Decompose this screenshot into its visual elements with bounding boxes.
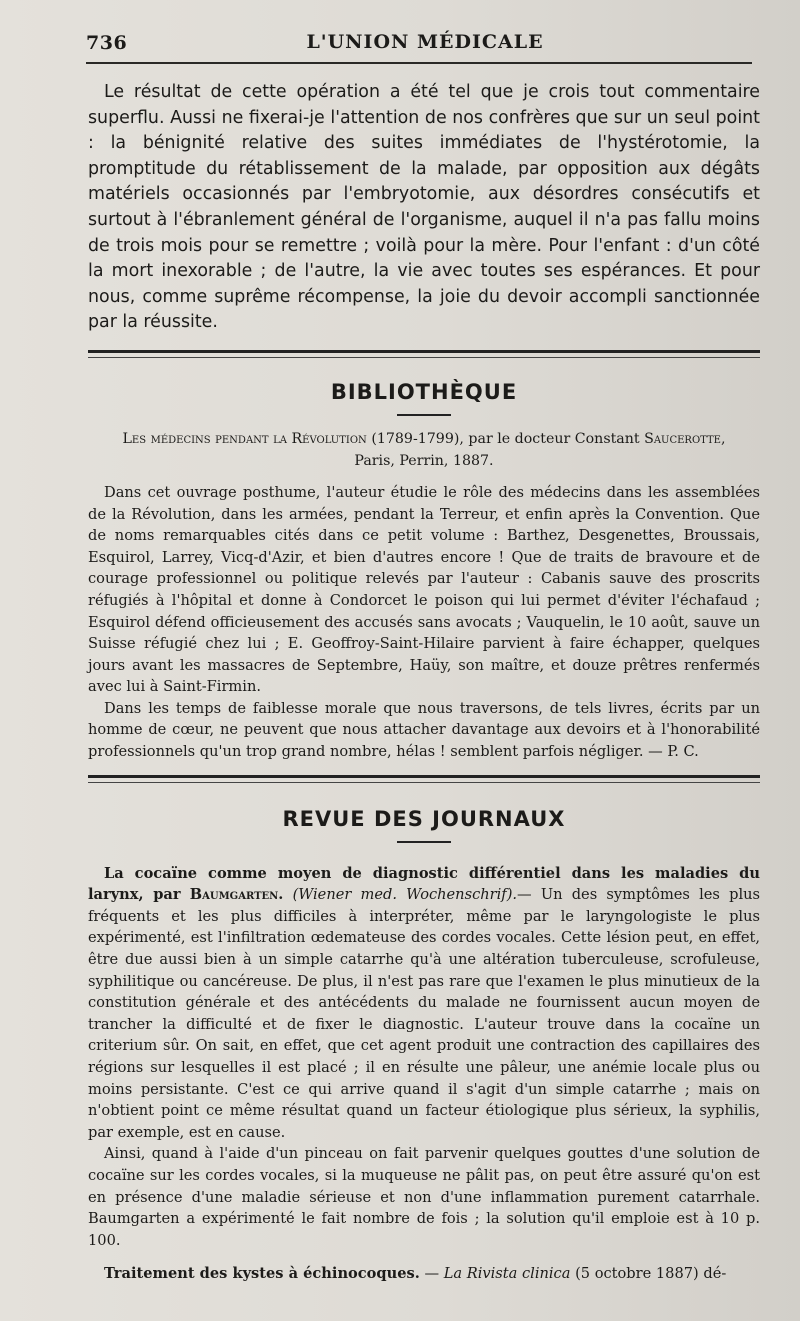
book-reference: Les médecins pendant la Révolution (1789-1799), par le docteur Constant Saucerotte, Paris, Perrin, 1887. — [122, 430, 726, 469]
book-details: (1789-1799), par le docteur Constant — [371, 430, 640, 447]
article2-title: Traitement des kystes à échinocoques. — [104, 1265, 420, 1283]
book-publication: Paris, Perrin, 1887. — [354, 452, 494, 469]
article-author: Baumgarten. — [189, 886, 284, 904]
page-number: 736 — [86, 32, 128, 54]
section-divider — [88, 350, 760, 358]
article-title: La cocaïne comme moyen de diagnostic différentiel dans les maladies du larynx, par — [88, 864, 760, 904]
article-paragraph — [88, 1263, 760, 1285]
article2-date: (5 octobre 1887) dé- — [570, 1265, 727, 1283]
header-rule — [86, 62, 752, 64]
book-author: Saucerotte — [644, 430, 721, 447]
article-paragraph — [88, 863, 760, 1144]
article-paragraph: Ainsi, quand à l'aide d'un pinceau on fait parvenir quelques gouttes d'une solution de cocaïne sur les cordes vocales, si la muqueuse ne pâlit pas, on peut être assuré qu'on est en présence d'une maladie sérieuse et non d'une inflammation purement catarrhale. Baumgarten a expérimenté le fait nombre de fois ; la solution qu'il emploie est à 10 p. 100. — [88, 1145, 760, 1249]
heading-underline — [397, 841, 451, 843]
review-paragraph-text: Dans les temps de faiblesse morale que nous traversons, de tels livres, écrits par un homme de cœur, ne peuvent que nous attacher davantage aux devoirs et à l'honorabilité professionnels qu'un trop grand nombre, hélas ! semblent parfois négliger. — [88, 699, 760, 761]
intro-paragraph: Le résultat de cette opération a été tel que je crois tout commentaire superflu. Aussi ne fixerai-je l'attention de nos confrères que sur un seul point : la bénignité relative des suites immédiates de l'hystérotomie, la promptitude du rétablissement de la malade, par opposition aux dégâts matériels occasionnés par l'embryotomie, aux désordres consécutifs et surtout à l'ébranlement général de l'organisme, auquel il n'a pas fallu moins de trois mois pour se remettre ; voilà pour la mère. Pour l'enfant : d'un côté la mort inexorable ; de l'autre, la vie avec toutes ses espérances. Et pour nous, comme suprême récompense, la joie du devoir accompli sanctionnée par la réussite. — [88, 82, 760, 333]
book-title: Les médecins pendant la Révolution — [122, 430, 367, 447]
page-content — [88, 80, 760, 1285]
heading-underline — [397, 414, 451, 416]
article-source: (Wiener med. Wochenschrif). — [292, 886, 518, 904]
journal-title: L'UNION MÉDICALE — [306, 31, 544, 53]
review-paragraph — [88, 698, 760, 763]
article2-dash: — — [419, 1265, 444, 1283]
bibliotheque-heading: BIBLIOTHÈQUE — [330, 379, 518, 404]
review-signature: — P. C. — [648, 743, 699, 761]
section-divider — [88, 775, 760, 783]
article2-source: La Rivista clinica — [443, 1265, 571, 1283]
review-paragraph: Dans cet ouvrage posthume, l'auteur étudie le rôle des médecins dans les assemblées de la Révolution, dans les armées, pendant la Terreur, et enfin après la Convention. Que de noms remarquables cités dans ce petit volume : Barthez, Desgenettes, Broussais, Esquirol, Larrey, Vicq-d'Azir, et bien d'autres encore ! Que de traits de bravoure et de courage professionnel ou politique relevés par l'auteur : Cabanis sauve des proscrits réfugiés à l'hôpital et donne à Condorcet le poison qui lui permet d'éviter l'échafaud ; Esquirol défend officieusement des accusés sans avocats ; Vauquelin, le 10 août, sauve un Suisse réfugié chez lui ; E. Geoffroy-Saint-Hilaire parvient à faire échapper, quelques jours avant les massacres de Septembre, Haüy, son maître, et douze prêtres renfermés avec lui à Saint-Firmin. — [88, 483, 760, 696]
running-header — [0, 28, 800, 64]
article-text: — Un des symptômes les plus fréquents et les plus difficiles à interpréter, même par le laryngologiste le plus expérimenté, est l'infiltration œdemateuse des cordes vocales. Cette lésion peut, en effet, être due aussi bien à un simple catarrhe qu'à une altération tuberculeuse, scrofuleuse, syphilitique ou cancéreuse. De plus, il n'est pas rare que l'examen le plus minutieux de la constitution générale et des antécédents du malade ne fournissent aucun moyen de trancher la difficulté et de fixer le diagnostic. L'auteur trouve dans la cocaïne un criterium sûr. On sait, en effet, que cet agent produit une contraction des capillaires des régions sur lesquelles il est placé ; il en résulte une pâleur, une anémie locale plus ou moins persistante. C'est ce qui arrive quand il s'agit d'un simple catarrhe ; mais on n'obtient point ce même résultat quand un facteur étiologique plus sérieux, la syphilis, par exemple, est en cause. — [88, 886, 760, 1141]
revue-heading: REVUE DES JOURNAUX — [282, 806, 566, 831]
